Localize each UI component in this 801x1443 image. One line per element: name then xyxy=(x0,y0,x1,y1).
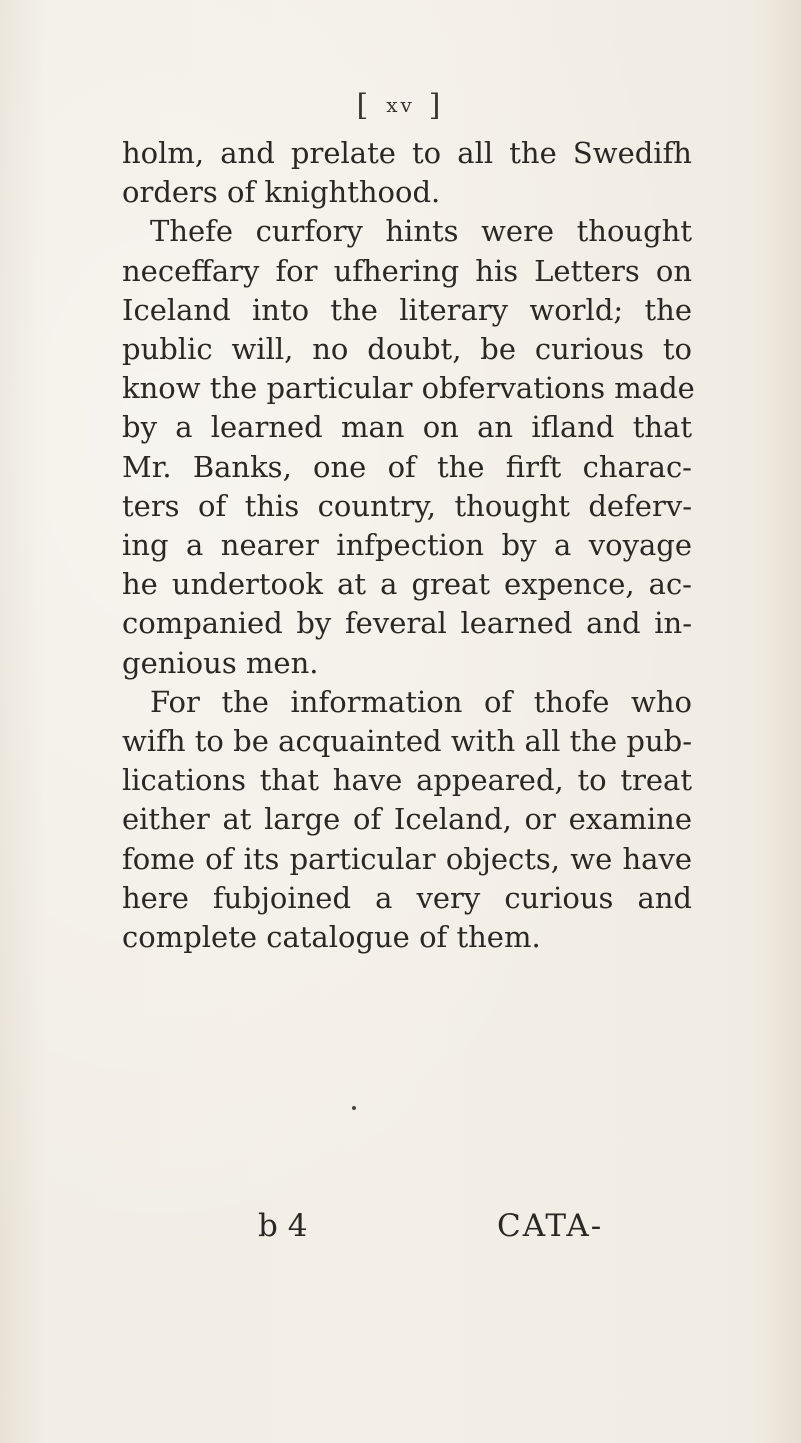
catchword: CATA- xyxy=(497,1208,604,1244)
text-line: here fubjoined a very curious and xyxy=(122,880,692,915)
text-line: know the particular obfervations made xyxy=(122,371,695,406)
header-open-bracket: [ xyxy=(356,88,373,123)
page-number: xv xyxy=(386,93,415,117)
text-line: orders of knighthood. xyxy=(122,175,441,210)
text-line: Iceland into the literary world; the xyxy=(122,292,692,327)
text-line: Mr. Banks, one of the firft charac- xyxy=(122,449,692,484)
text-line: complete catalogue of them. xyxy=(122,920,541,955)
text-line: holm, and prelate to all the Swedifh xyxy=(122,136,692,170)
header-close-bracket: ] xyxy=(428,88,445,123)
text-line: genious men. xyxy=(122,645,319,680)
page-header xyxy=(0,88,801,123)
signature-mark: b 4 xyxy=(258,1208,308,1244)
text-line: ing a nearer infpection by a voyage xyxy=(122,528,692,563)
text-line: ters of this country, thought deferv- xyxy=(122,488,692,523)
text-line: public will, no doubt, be curious to xyxy=(122,332,692,367)
text-line: wifh to be acquainted with all the pub- xyxy=(122,724,692,759)
text-line: fome of its particular objects, we have xyxy=(122,841,692,876)
text-line: neceffary for ufhering his Letters on xyxy=(122,253,692,288)
text-line: by a learned man on an ifland that xyxy=(122,410,692,445)
text-line: Thefe curfory hints were thought xyxy=(150,214,692,249)
text-line: lications that have appeared, to treat xyxy=(122,763,692,798)
text-line: he undertook at a great expence, ac- xyxy=(122,567,692,602)
body-text xyxy=(122,134,695,957)
text-line: either at large of Iceland, or examine xyxy=(122,802,692,837)
text-line: For the information of thofe who xyxy=(150,684,692,719)
ink-speck xyxy=(352,1106,356,1110)
text-line: companied by feveral learned and in- xyxy=(122,606,692,641)
